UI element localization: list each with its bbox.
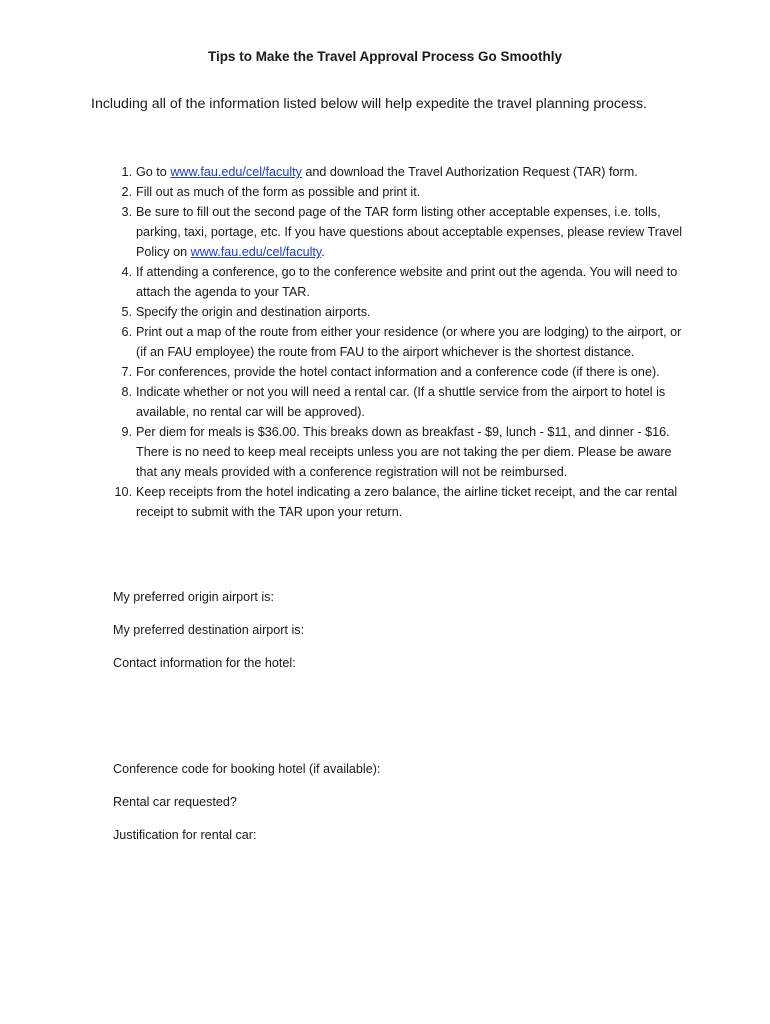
step-text xyxy=(136,382,692,422)
document-title: Tips to Make the Travel Approval Process Go Smoothly xyxy=(207,49,563,64)
step-item xyxy=(112,262,692,302)
step-number: 2. xyxy=(121,185,132,199)
rental-car-label: Rental car requested? xyxy=(113,795,237,809)
step-text-segment: Indicate whether or not you will need a rental car. (If a shuttle service from the airport to hotel is available, no rental car will be approved). xyxy=(136,385,666,419)
step-text xyxy=(136,422,692,482)
step-text-segment: If attending a conference, go to the conference website and print out the agenda. You will need to attach the agenda to your TAR. xyxy=(136,265,678,299)
step-number: 1. xyxy=(121,165,132,179)
step-item xyxy=(112,382,692,422)
step-number: 8. xyxy=(121,385,132,399)
hotel-contact-label: Contact information for the hotel: xyxy=(113,656,296,670)
step-text xyxy=(136,482,692,522)
step-text xyxy=(136,302,692,322)
rental-justification-label: Justification for rental car: xyxy=(113,828,257,842)
step-number: 9. xyxy=(121,425,132,439)
step-item xyxy=(112,322,692,362)
step-item xyxy=(112,202,692,262)
origin-airport-label: My preferred origin airport is: xyxy=(113,590,274,604)
step-item xyxy=(112,362,692,382)
step-text-segment: Keep receipts from the hotel indicating a zero balance, the airline ticket receipt, and the car rental receipt to submit with the TAR upon your return. xyxy=(136,485,678,519)
step-number: 4. xyxy=(121,265,132,279)
step-text-segment: . xyxy=(321,245,325,259)
step-number: 6. xyxy=(121,325,132,339)
step-item xyxy=(112,182,692,202)
step-text-segment: Specify the origin and destination airports. xyxy=(136,305,371,319)
step-text-segment: Be sure to fill out the second page of the TAR form listing other acceptable expenses, i.e. tolls, parking, taxi, portage, etc. If you have questions about acceptable expenses, please review Travel Policy on xyxy=(136,205,683,259)
step-text xyxy=(136,162,692,182)
step-text-segment: Go to xyxy=(136,165,171,179)
step-text-segment: Print out a map of the route from either your residence (or where you are lodging) to the airport, or (if an FAU employee) the route from FAU to the airport whichever is the shortest distance. xyxy=(136,325,682,359)
destination-airport-label: My preferred destination airport is: xyxy=(113,623,305,637)
faculty-link[interactable]: www.fau.edu/cel/faculty xyxy=(170,165,302,179)
step-text-segment: Per diem for meals is $36.00. This breaks down as breakfast - $9, lunch - $11, and dinner - $16. There is no need to keep meal receipts unless you are not taking the per diem. Please be aware that any meals provided with a conference registration will not be reimbursed. xyxy=(136,425,672,479)
step-text-segment: and download the Travel Authorization Request (TAR) form. xyxy=(301,165,638,179)
step-number: 10. xyxy=(114,485,132,499)
steps-list xyxy=(112,162,692,522)
step-item xyxy=(112,422,692,482)
step-item xyxy=(112,482,692,522)
step-item xyxy=(112,162,692,182)
step-text xyxy=(136,322,692,362)
step-text xyxy=(136,202,692,262)
faculty-link[interactable]: www.fau.edu/cel/faculty xyxy=(190,245,322,259)
conference-code-label: Conference code for booking hotel (if available): xyxy=(113,762,381,776)
step-text xyxy=(136,262,692,302)
step-number: 7. xyxy=(121,365,132,379)
step-text xyxy=(136,362,692,382)
step-number: 3. xyxy=(121,205,132,219)
step-text-segment: Fill out as much of the form as possible and print it. xyxy=(136,185,421,199)
step-item xyxy=(112,302,692,322)
step-text xyxy=(136,182,692,202)
step-text-segment: For conferences, provide the hotel contact information and a conference code (if there is one). xyxy=(136,365,660,379)
intro-paragraph: Including all of the information listed below will help expedite the travel planning process. xyxy=(91,96,648,112)
step-number: 5. xyxy=(121,305,132,319)
